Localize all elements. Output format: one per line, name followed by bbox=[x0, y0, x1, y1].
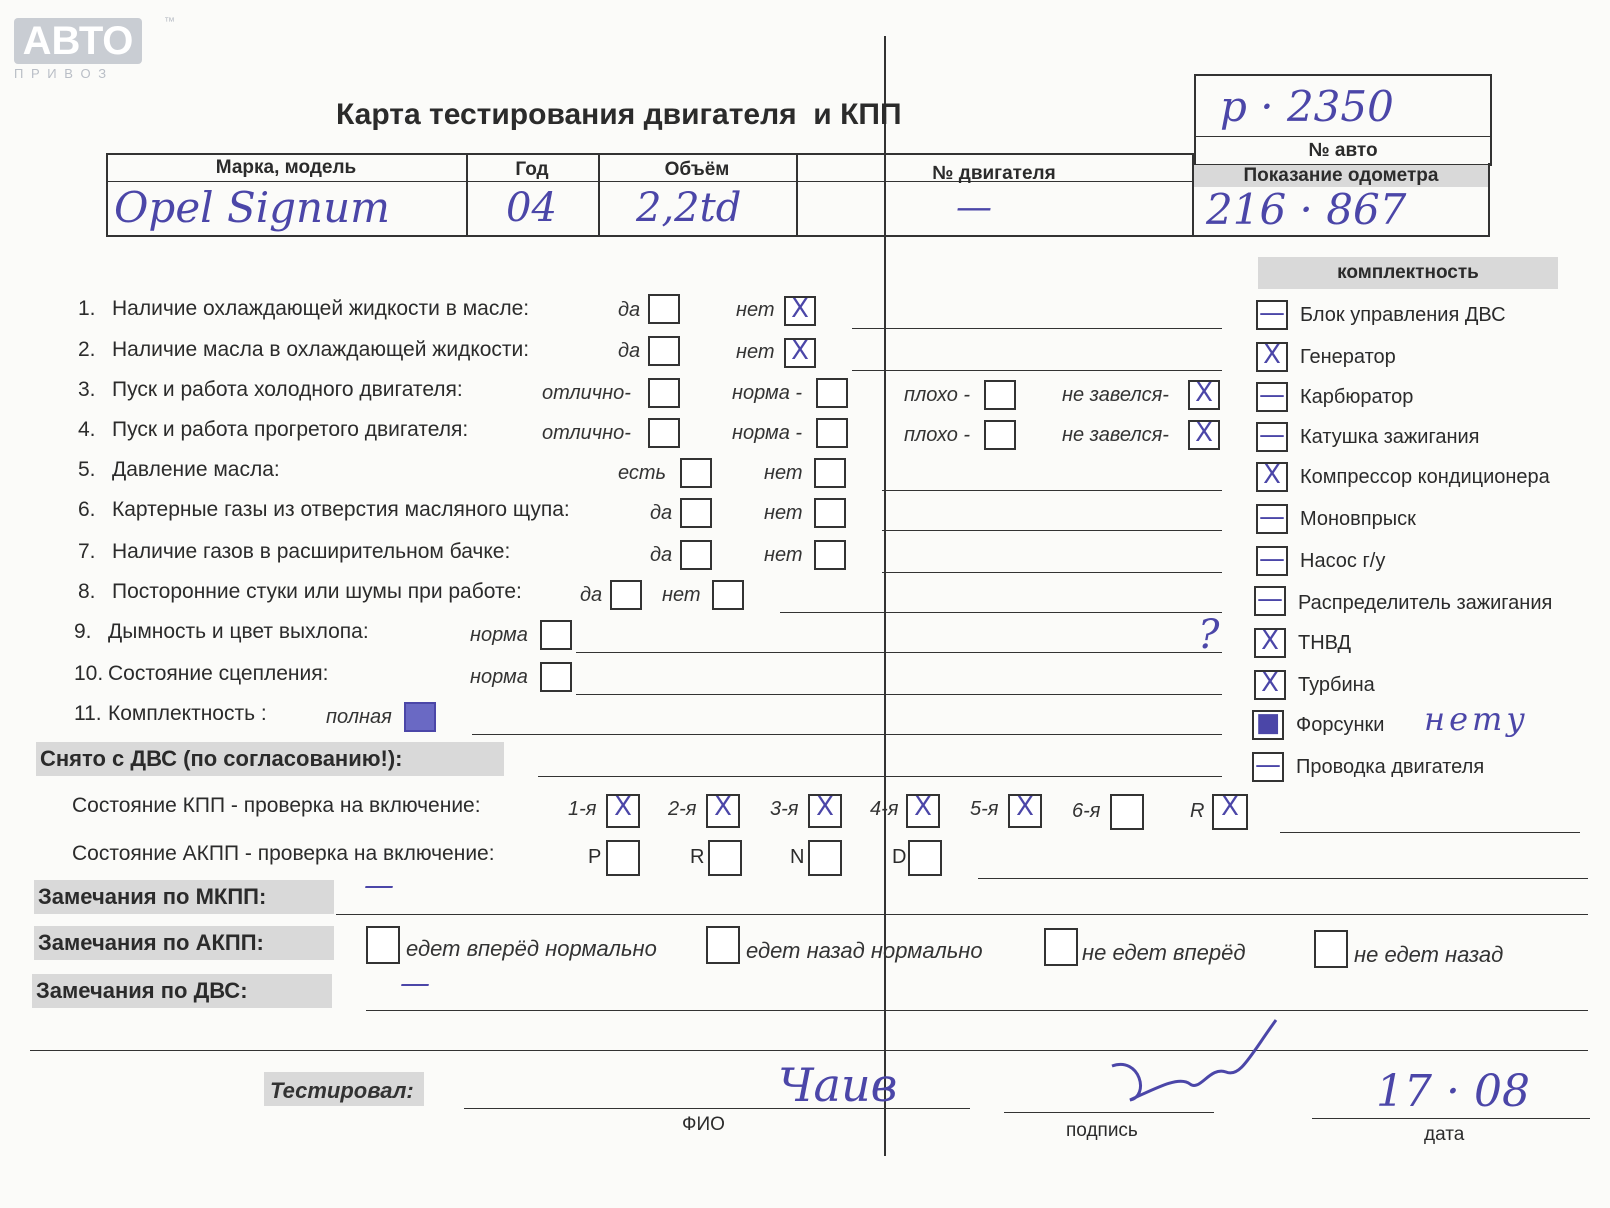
item-label: Катушка зажигания bbox=[1300, 426, 1480, 448]
answer-b-checkbox[interactable] bbox=[784, 296, 816, 326]
question-number: 7. bbox=[78, 540, 96, 563]
answer-a-label: да bbox=[618, 299, 641, 321]
sign-label: подпись bbox=[1066, 1120, 1138, 1141]
question-number: 1. bbox=[78, 297, 96, 320]
answer-a-checkbox[interactable] bbox=[680, 498, 712, 528]
item-checkbox[interactable] bbox=[1254, 670, 1286, 700]
item-checkbox[interactable] bbox=[1252, 710, 1284, 740]
question-number: 9. bbox=[74, 620, 92, 643]
answer-line bbox=[780, 612, 1222, 613]
question-text: Наличие охлаждающей жидкости в масле: bbox=[112, 297, 530, 320]
check-mark: — bbox=[1257, 584, 1283, 614]
item-checkbox[interactable] bbox=[1256, 462, 1288, 492]
option-bad-label: плохо - bbox=[904, 424, 971, 446]
check-mark: — bbox=[1259, 502, 1285, 532]
logo-tm: ™ bbox=[164, 16, 175, 28]
forward-ok-checkbox[interactable] bbox=[366, 926, 400, 964]
item-checkbox[interactable] bbox=[1256, 300, 1288, 330]
item-label: Карбюратор bbox=[1300, 386, 1414, 408]
question-number: 5. bbox=[78, 458, 96, 481]
date-line bbox=[1312, 1118, 1590, 1119]
fio-label: ФИО bbox=[682, 1114, 725, 1135]
removed-label: Снято с ДВС (по согласованию!): bbox=[40, 746, 403, 771]
check-mark: X bbox=[1195, 418, 1213, 448]
answer-b-label: нет bbox=[764, 462, 803, 484]
dvs-value: — bbox=[400, 966, 430, 1001]
header-table bbox=[106, 153, 1490, 237]
answer-b-label: нет bbox=[736, 341, 775, 363]
engine-no-value: — bbox=[956, 187, 992, 228]
check-mark: X bbox=[791, 294, 809, 324]
dvs-line-2 bbox=[30, 1050, 1588, 1051]
check-mark: ■ bbox=[1255, 708, 1281, 738]
gear-1-checkbox[interactable] bbox=[606, 794, 640, 828]
logo-main: АВТО bbox=[14, 18, 142, 64]
year-label: Год bbox=[515, 159, 549, 180]
answer-a-checkbox[interactable] bbox=[540, 662, 572, 692]
fio-value: Чаив bbox=[778, 1058, 898, 1112]
volume-value: 2,2td bbox=[636, 185, 742, 231]
backward-ok-checkbox[interactable] bbox=[706, 926, 740, 964]
item-label: Насос г/у bbox=[1300, 550, 1386, 572]
kpp-line bbox=[1280, 832, 1580, 833]
option-no-start-label: не завелся- bbox=[1062, 384, 1169, 406]
answer-b-label: нет bbox=[764, 502, 803, 524]
answer-line bbox=[852, 328, 1222, 329]
check-mark: X bbox=[1195, 378, 1213, 408]
page-title: Карта тестирования двигателя и КПП bbox=[336, 98, 902, 131]
answer-a-label: полная bbox=[326, 706, 392, 728]
answer-line bbox=[882, 530, 1222, 531]
gear-label: 4-я bbox=[870, 798, 899, 820]
question-number: 8. bbox=[78, 580, 96, 603]
car-number-value: р · 2350 bbox=[1220, 82, 1394, 131]
check-mark: X bbox=[791, 336, 809, 366]
check-mark: X bbox=[1261, 668, 1279, 698]
gear-label: 5-я bbox=[970, 798, 999, 820]
header-top-border bbox=[106, 153, 1192, 155]
option-label: не едет назад bbox=[1354, 942, 1504, 967]
mode-label: P bbox=[588, 846, 602, 868]
item-checkbox[interactable] bbox=[1256, 504, 1288, 534]
gear-5-checkbox[interactable] bbox=[1008, 794, 1042, 828]
question-number: 3. bbox=[78, 378, 96, 401]
answer-b-checkbox[interactable] bbox=[712, 580, 744, 610]
item-label: Генератор bbox=[1300, 346, 1396, 368]
answer-a-label: да bbox=[580, 584, 603, 606]
item-label: Турбина bbox=[1298, 674, 1375, 696]
option-excellent-checkbox[interactable] bbox=[648, 378, 680, 408]
signature-drawing bbox=[1100, 1016, 1280, 1116]
option-no-start-label: не завелся- bbox=[1062, 424, 1169, 446]
volume-label: Объём bbox=[664, 159, 730, 180]
check-mark: — bbox=[1259, 380, 1285, 410]
gear-label: 1-я bbox=[568, 798, 597, 820]
item-checkbox[interactable] bbox=[1254, 628, 1286, 658]
answer-line bbox=[472, 734, 1222, 735]
answer-a-label: есть bbox=[618, 462, 667, 484]
gear-6-checkbox[interactable] bbox=[1110, 794, 1144, 830]
option-label: едет вперёд нормально bbox=[406, 936, 657, 961]
answer-a-label: да bbox=[650, 502, 673, 524]
gear-label: 3-я bbox=[770, 798, 799, 820]
question-number: 2. bbox=[78, 338, 96, 361]
option-bad-label: плохо - bbox=[904, 384, 971, 406]
tested-label: Тестировал: bbox=[270, 1078, 414, 1103]
model-value: Opel Signum bbox=[114, 183, 390, 232]
answer-line bbox=[882, 572, 1222, 573]
answer-b-checkbox[interactable] bbox=[814, 498, 846, 528]
question-number: 11. bbox=[74, 702, 102, 725]
option-label: не едет вперёд bbox=[1082, 940, 1246, 965]
answer-a-checkbox[interactable] bbox=[540, 620, 572, 650]
answer-a-checkbox[interactable] bbox=[648, 336, 680, 366]
question-text: Комплектность : bbox=[108, 702, 267, 725]
dvs-label: Замечания по ДВС: bbox=[36, 978, 248, 1003]
item-label: ТНВД bbox=[1298, 632, 1352, 654]
injectors-note: нету bbox=[1424, 700, 1529, 738]
gear-4-checkbox[interactable] bbox=[906, 794, 940, 828]
option-excellent-label: отлично- bbox=[542, 422, 631, 444]
answer-line bbox=[576, 694, 1222, 695]
answer-a-label: норма bbox=[470, 666, 528, 688]
mode-d-checkbox[interactable] bbox=[908, 840, 942, 876]
answer-line bbox=[576, 652, 1222, 653]
answer-a-label: норма bbox=[470, 624, 528, 646]
question-text: Давление масла: bbox=[112, 458, 280, 481]
question-text: Состояние сцепления: bbox=[108, 662, 329, 685]
car-number-label: № авто bbox=[1308, 140, 1378, 161]
gear-label: R bbox=[1190, 800, 1205, 822]
kpp-label: Состояние КПП - проверка на включение: bbox=[72, 794, 481, 817]
item-label: Компрессор кондиционера bbox=[1300, 466, 1550, 488]
item-checkbox[interactable] bbox=[1256, 342, 1288, 372]
check-mark: X bbox=[1221, 792, 1239, 822]
check-mark: X bbox=[1016, 792, 1034, 822]
mode-r-checkbox[interactable] bbox=[708, 840, 742, 876]
mkpp-line bbox=[336, 914, 1588, 915]
option-excellent-checkbox[interactable] bbox=[648, 418, 680, 448]
option-excellent-label: отлично- bbox=[542, 382, 631, 404]
option-bad-checkbox[interactable] bbox=[984, 380, 1016, 410]
check-mark: X bbox=[1263, 460, 1281, 490]
question-text: Наличие масла в охлаждающей жидкости: bbox=[112, 338, 530, 361]
item-label: Распределитель зажигания bbox=[1298, 592, 1553, 614]
logo-sub: П Р И В О З bbox=[14, 66, 109, 81]
answer-a-checkbox[interactable] bbox=[610, 580, 642, 610]
option-no-start-checkbox[interactable] bbox=[1188, 420, 1220, 450]
check-mark: — bbox=[1259, 298, 1285, 328]
answer-a-checkbox[interactable] bbox=[648, 294, 680, 324]
check-mark: X bbox=[816, 792, 834, 822]
gear-3-checkbox[interactable] bbox=[808, 794, 842, 828]
answer-a-label: да bbox=[650, 544, 673, 566]
item-label: Форсунки bbox=[1296, 714, 1385, 736]
option-normal-checkbox[interactable] bbox=[816, 378, 848, 408]
mkpp-label: Замечания по МКПП: bbox=[38, 884, 267, 909]
odometer-label: Показание одометра bbox=[1243, 165, 1439, 186]
year-value: 04 bbox=[506, 185, 557, 231]
date-label: дата bbox=[1424, 1124, 1465, 1145]
item-checkbox[interactable] bbox=[1252, 752, 1284, 782]
question-number: 4. bbox=[78, 418, 96, 441]
option-bad-checkbox[interactable] bbox=[984, 420, 1016, 450]
question-number: 10. bbox=[74, 662, 104, 685]
answer-a-label: да bbox=[618, 340, 641, 362]
option-normal-label: норма - bbox=[732, 382, 803, 404]
no-forward-checkbox[interactable] bbox=[1044, 928, 1078, 966]
check-mark: — bbox=[1259, 544, 1285, 574]
item-label: Проводка двигателя bbox=[1296, 756, 1485, 778]
engine-no-label: № двигателя bbox=[932, 163, 1056, 184]
answer-line bbox=[882, 490, 1222, 491]
answer-b-label: нет bbox=[764, 544, 803, 566]
answer-b-label: нет bbox=[736, 299, 775, 321]
exhaust-note: ? bbox=[1198, 612, 1220, 658]
odometer-value: 216 · 867 bbox=[1206, 185, 1407, 234]
option-normal-checkbox[interactable] bbox=[816, 418, 848, 448]
car-number-divider bbox=[1196, 136, 1490, 137]
mode-label: D bbox=[892, 846, 907, 868]
gear-r-checkbox[interactable] bbox=[1212, 794, 1248, 830]
question-text: Картерные газы из отверстия масляного щупа: bbox=[112, 498, 570, 521]
answer-a-checkbox[interactable] bbox=[680, 458, 712, 488]
header-bottom-border bbox=[106, 235, 1490, 237]
completeness-title: комплектность bbox=[1337, 262, 1479, 283]
logo bbox=[14, 16, 175, 81]
check-mark: X bbox=[1261, 626, 1279, 656]
akpp-line bbox=[978, 878, 1588, 879]
mode-label: R bbox=[690, 846, 705, 868]
check-mark: X bbox=[914, 792, 932, 822]
answer-b-checkbox[interactable] bbox=[814, 458, 846, 488]
option-label: едет назад нормально bbox=[746, 938, 983, 963]
mode-p-checkbox[interactable] bbox=[606, 840, 640, 876]
answer-b-checkbox[interactable] bbox=[814, 540, 846, 570]
answer-a-checkbox[interactable] bbox=[404, 702, 436, 732]
item-label: Моновпрыск bbox=[1300, 508, 1416, 530]
mode-n-checkbox[interactable] bbox=[808, 840, 842, 876]
question-text: Посторонние стуки или шумы при работе: bbox=[112, 580, 522, 603]
item-checkbox[interactable] bbox=[1256, 382, 1288, 412]
question-text: Пуск и работа прогретого двигателя: bbox=[112, 418, 469, 441]
question-text: Дымность и цвет выхлопа: bbox=[108, 620, 369, 643]
check-mark: — bbox=[1255, 750, 1281, 780]
option-normal-label: норма - bbox=[732, 422, 803, 444]
question-text: Наличие газов в расширительном бачке: bbox=[112, 540, 511, 563]
gear-label: 2-я bbox=[668, 798, 697, 820]
mode-label: N bbox=[790, 846, 805, 868]
model-label: Марка, модель bbox=[215, 157, 357, 178]
check-mark: X bbox=[1263, 340, 1281, 370]
dvs-line bbox=[366, 1010, 1588, 1011]
answer-b-label: нет bbox=[662, 584, 701, 606]
mkpp-value: — bbox=[364, 868, 394, 903]
date-value: 17 · 08 bbox=[1376, 1066, 1530, 1117]
item-checkbox[interactable] bbox=[1256, 422, 1288, 452]
gear-label: 6-я bbox=[1072, 800, 1101, 822]
question-number: 6. bbox=[78, 498, 96, 521]
question-text: Пуск и работа холодного двигателя: bbox=[112, 378, 463, 401]
akpp-label: Состояние АКПП - проверка на включение: bbox=[72, 842, 495, 865]
akpp-remarks-label: Замечания по АКПП: bbox=[38, 930, 264, 955]
check-mark: X bbox=[714, 792, 732, 822]
answer-line bbox=[852, 370, 1222, 371]
option-no-start-checkbox[interactable] bbox=[1188, 380, 1220, 410]
item-checkbox[interactable] bbox=[1254, 586, 1286, 616]
removed-line bbox=[538, 776, 1222, 777]
answer-a-checkbox[interactable] bbox=[680, 540, 712, 570]
item-label: Блок управления ДВС bbox=[1300, 304, 1506, 326]
check-mark: — bbox=[1259, 420, 1285, 450]
sign-line bbox=[1004, 1112, 1214, 1113]
no-backward-checkbox[interactable] bbox=[1314, 930, 1348, 968]
signature-stroke bbox=[1112, 1020, 1276, 1100]
gear-2-checkbox[interactable] bbox=[706, 794, 740, 828]
item-checkbox[interactable] bbox=[1256, 546, 1288, 576]
check-mark: X bbox=[614, 792, 632, 822]
fio-line bbox=[464, 1108, 970, 1109]
answer-b-checkbox[interactable] bbox=[784, 338, 816, 368]
